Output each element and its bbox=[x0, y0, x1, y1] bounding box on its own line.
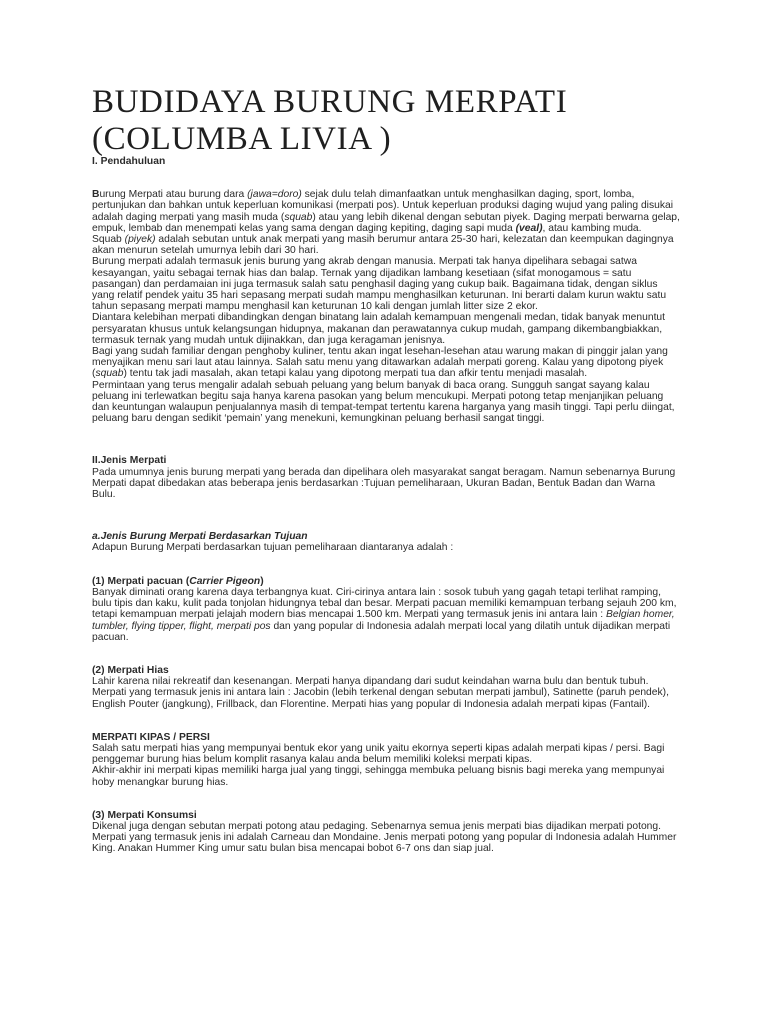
section-heading-pendahuluan: I. Pendahuluan bbox=[92, 156, 166, 167]
paragraph-permintaan: Permintaan yang terus mengalir adalah sebuah peluang yang belum banyak di baca orang. Sungguh sangat sayang kalau peluang ini terlewatkan begitu saja hanya karena pasokan yang belum mencukupi. Merpati potong tetap menjanjikan peluang dan keuntungan walaupun penjualannya masih di tempat-tempat tertentu karena harganya yang masih tinggi. Tapi perlu diingat, peluang baru dengan sedikit ‘pemain’ yang menekuni, kemungkinan peluang berhasil sangat tinggi. bbox=[92, 379, 675, 425]
section-heading-tujuan: a.Jenis Burung Merpati Berdasarkan Tujuan bbox=[92, 531, 308, 543]
paragraph-hias: Lahir karena nilai rekreatif dan kesenangan. Merpati hanya dipandang dari sudut keindahan warna bulu dan bentuk tubuh. Merpati yang termasuk jenis ini antara lain : Jacobin (lebih terkenal dengan sebutan merpati jambul), Satinette (paruh pendek), English Pouter (jangkung), Frillback, dan Florentine. Merpati hias yang popular di Indonesia adalah merpati kipas (Fantail). bbox=[92, 676, 669, 710]
paragraph-merpati-manusia: Burung merpati adalah termasuk jenis burung yang akrab dengan manusia. Merpati tak hanya dipelihara sebagai satwa kesayangan, yaitu sebagai ternak hias dan balap. Ternak yang dijadikan lambang kesetiaan (sifat monogamous = satu pasangan) dan perdamaian ini juga termasuk salah satu penghasil daging yang cukup baik. Bagaimana tidak, dengan siklus yang relatif pendek yaitu 35 hari sepasang merpati sudah mampu menghasilkan keturunan. Ini berarti dalam kurun waktu satu tahun sepasang merpati mampu menghasil kan keturunan 10 kali dengan jumlah litter size 2 ekor. bbox=[92, 256, 667, 313]
paragraph-kelebihan: Diantara kelebihan merpati dibandingkan dengan binatang lain adalah kemampuan mengenali medan, tidak banyak menuntut persyaratan khusus untuk kelangsungan hidupnya, makanan dan perawatannya cukup mudah, gampang dikembangbiakkan, termasuk ternak yang mudah untuk dijinakkan, dan juga keragaman jenisnya. bbox=[92, 312, 666, 346]
paragraph-intro: Burung Merpati atau burung dara (jawa=doro) sejak dulu telah dimanfaatkan untuk menghasilkan daging, sport, lomba, pertunjukan dan bahkan untuk keperluan komunikasi (merpati pos). Untuk keperluan produksi daging wujud yang paling disukai adalah daging merpati yang masih muda (squab) atau yang lebih dikenal dengan sebutan piyek. Daging merpati berwarna gelap, empuk, lembab dan menempati kelas yang sama dengan daging kepiting, daging sapi muda (veal), atau kambing muda. bbox=[92, 189, 680, 234]
document-body bbox=[92, 156, 680, 855]
title-line-1: BUDIDAYA BURUNG MERPATI bbox=[92, 84, 568, 120]
paragraph-konsumsi: Dikenal juga dengan sebutan merpati potong atau pedaging. Sebenarnya semua jenis merpati bias dijadikan merpati potong. Merpati yang termasuk jenis ini adalah Carneau dan Mondaine. Jenis merpati potong yang popular di Indonesia adalah Hummer King. Anakan Hummer King umur satu bulan bisa mencapai bobot 6-7 ons dan siap jual. bbox=[92, 820, 677, 855]
drop-letter: B bbox=[92, 189, 100, 201]
section-heading-pacuan: (1) Merpati pacuan (Carrier Pigeon) bbox=[92, 575, 264, 587]
section-heading-jenis: II.Jenis Merpati bbox=[92, 455, 167, 467]
section-heading-konsumsi: (3) Merpati Konsumsi bbox=[92, 809, 197, 821]
section-heading-kipas: MERPATI KIPAS / PERSI bbox=[92, 731, 210, 743]
document-title bbox=[92, 84, 692, 158]
paragraph-jenis: Pada umumnya jenis burung merpati yang berada dan dipelihara oleh masyarakat sangat beragam. Namun sebenarnya Burung Merpati dapat dibedakan atas beberapa jenis berdasarkan :Tujuan pemeliharaan, Ukuran Badan, Bentuk Badan dan Warna Bulu. bbox=[92, 466, 676, 501]
paragraph-squab: Squab (piyek) adalah sebutan untuk anak merpati yang masih berumur antara 25-30 hari, kelezatan dan keempukan dagingnya akan menurun setelah umurnya lebih dari 30 hari. bbox=[92, 234, 674, 257]
paragraph-kuliner: Bagi yang sudah familiar dengan penghoby kuliner, tentu akan ingat lesehan-lesehan atau warung makan di pinggir jalan yang menyajikan menu sari laut atau lainnya. Salah satu menu yang ditawarkan adalah merpati goreng. Kalau yang dipotong piyek (squab) tentu tak jadi masalah, akan tetapi kalau yang dipotong merpati tua dan afkir tentu menjadi masalah. bbox=[92, 346, 668, 380]
section-heading-hias: (2) Merpati Hias bbox=[92, 664, 169, 676]
paragraph-kipas-1: Salah satu merpati hias yang mempunyai bentuk ekor yang unik yaitu ekornya seperti kipas adalah merpati kipas / persi. Bagi penggemar burung hias belum komplit rasanya kalau anda belum memiliki koleksi merpati kipas. bbox=[92, 742, 665, 766]
paragraph-kipas-2: Akhir-akhir ini merpati kipas memiliki harga jual yang tinggi, sehingga membuka peluang bisnis bagi mereka yang mempunyai hoby menangkar burung hias. bbox=[92, 765, 665, 788]
paragraph-tujuan: Adapun Burung Merpati berdasarkan tujuan pemeliharaan diantaranya adalah : bbox=[92, 542, 454, 554]
paragraph-pacuan: Banyak diminati orang karena daya terbangnya kuat. Ciri-cirinya antara lain : sosok tubuh yang gagah tetapi terlihat ramping, bulu tipis dan kaku, kulit pada tonjolan hidungnya tebal dan besar. Merpati pacuan memiliki kemampuan terbang sejauh 200 km, tetapi kemampuan merpati jelajah modern bias mencapai 1.500 km. Merpati yang termasuk jenis ini antara lain : Belgian homer, tumbler, flying tipper, flight, merpati pos dan yang popular di Indonesia adalah merpati local yang dilatih untuk dijadikan merpati pacuan. bbox=[92, 586, 677, 643]
title-line-2: (COLUMBA LIVIA ) bbox=[92, 121, 392, 157]
